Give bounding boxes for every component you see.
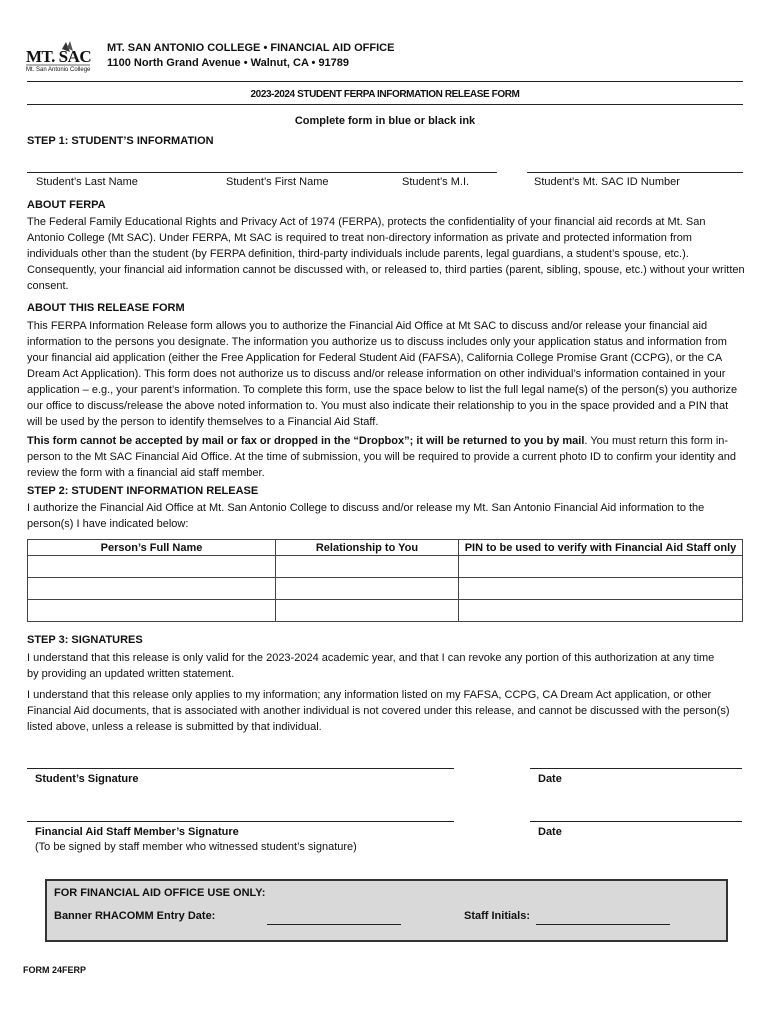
table-row: [28, 556, 743, 578]
student-signature-field[interactable]: Student’s Signature: [35, 773, 139, 785]
person-name-cell[interactable]: [28, 578, 276, 600]
persons-table: [27, 539, 743, 622]
step3-heading: STEP 3: SIGNATURES: [27, 634, 143, 646]
first-name-field[interactable]: Student’s First Name: [226, 176, 329, 188]
staff-date-field[interactable]: Date: [538, 826, 562, 838]
step2-text: I authorize the Financial Aid Office at Mt. San Antonio College to discuss and/or release my Mt. San Antonio Financial Aid information to the person(s) I have indicated below:: [27, 502, 705, 530]
student-id-field[interactable]: Student’s Mt. SAC ID Number: [534, 176, 680, 188]
header-rule: [27, 81, 743, 82]
col-full-name: Person’s Full Name: [28, 540, 276, 556]
form-title: 2023-2024 STUDENT FERPA INFORMATION RELEASE FORM: [250, 89, 520, 100]
staff-signature-line: [27, 821, 454, 822]
about-ferpa-heading: ABOUT FERPA: [27, 199, 106, 211]
person-name-cell[interactable]: [28, 600, 276, 622]
dropbox-warning: [27, 433, 745, 481]
staff-initials-label: Staff Initials:: [464, 910, 531, 922]
title-rule: [27, 104, 743, 105]
dropbox-warning-rest: . You must return this form in-person to the Mt SAC Financial Aid Office. At the time of submission, you will be required to provide a current photo ID to confirm your identity and review the form with a financial aid staff member.: [27, 435, 737, 479]
about-release-heading: ABOUT THIS RELEASE FORM: [27, 302, 185, 314]
col-relationship: Relationship to You: [276, 540, 459, 556]
dropbox-warning-bold: This form cannot be accepted by mail or fax or dropped in the “Dropbox”; it will be returned to you by mail: [27, 435, 585, 447]
col-pin: PIN to be used to verify with Financial Aid Staff only: [459, 540, 743, 556]
college-logo: [26, 40, 92, 76]
step3-text-2: I understand that this release only applies to my information; any information listed on my FAFSA, CCPG, CA Dream Act application, or other Financial Aid documents, that is associated with another individual is not covered under this release, and cannot be discussed with the person(s) listed above, unless a release is submitted by that individual.: [27, 689, 730, 733]
student-date-line: [530, 768, 742, 769]
pin-cell[interactable]: [459, 600, 743, 622]
student-signature-line: [27, 768, 454, 769]
staff-date-line: [530, 821, 742, 822]
student-info-line-2: [527, 172, 743, 173]
table-row: [28, 578, 743, 600]
table-row: [28, 600, 743, 622]
logo-text: MT. SAC: [26, 47, 92, 66]
step1-heading: STEP 1: STUDENT’S INFORMATION: [27, 135, 214, 147]
table-header-row: [28, 540, 743, 556]
middle-initial-field[interactable]: Student’s M.I.: [402, 176, 470, 188]
staff-signature-field[interactable]: Financial Aid Staff Member’s Signature: [35, 826, 239, 838]
student-date-field[interactable]: Date: [538, 773, 562, 785]
pin-cell[interactable]: [459, 556, 743, 578]
step3-text-1: I understand that this release is only valid for the 2023-2024 academic year, and that I can revoke any portion of this authorization at any time by providing an updated written statement.: [27, 652, 715, 680]
person-name-cell[interactable]: [28, 556, 276, 578]
about-release-text: This FERPA Information Release form allows you to authorize the Financial Aid Office at Mt SAC to discuss and/or release your financial aid information to the persons you designate. The information you authorize us to discuss includes only your application status and information from your financial aid application (either the Free Application for Federal Student Aid (FAFSA), California College Promise Grant (CCPG), or the CA Dream Act Application). This form does not authorize us to discuss and/or release information on other individual’s information contained in your application – e.g., your parent’s information. To complete this form, use the space below to list the full legal name(s) of the person(s) you authorize our office to discuss/release the above noted information to. You must also indicate their relationship to you in the space provided and a PIN that will be used by the person to identify themselves to a Financial Aid Staff.: [27, 320, 738, 428]
staff-signature-note: (To be signed by staff member who witnessed student’s signature): [35, 841, 357, 853]
relationship-cell[interactable]: [276, 578, 459, 600]
staff-initials-line[interactable]: [536, 924, 670, 925]
relationship-cell[interactable]: [276, 556, 459, 578]
student-info-line-1: [27, 172, 497, 173]
office-use-box: [45, 879, 728, 942]
banner-entry-line[interactable]: [267, 924, 401, 925]
last-name-field[interactable]: Student’s Last Name: [36, 176, 138, 188]
college-address: 1100 North Grand Avenue • Walnut, CA • 91789: [107, 57, 350, 69]
pin-cell[interactable]: [459, 578, 743, 600]
form-code: FORM 24FERP: [23, 965, 87, 975]
about-ferpa-text: The Federal Family Educational Rights and Privacy Act of 1974 (FERPA), protects the confidentiality of your financial aid records at Mt. San Antonio College (Mt SAC). Under FERPA, Mt SAC is required to treat non-directory information as private and protected information from individuals other than the student (by FERPA definition, third-party individuals include parents, legal guardians, a student’s spouse, etc.). Consequently, your financial aid information cannot be discussed with, or released to, third parties (parent, sibling, spouse, etc.) without your written consent.: [27, 216, 745, 292]
logo-subtitle: Mt. San Antonio College: [26, 67, 91, 73]
college-name: MT. SAN ANTONIO COLLEGE • FINANCIAL AID OFFICE: [107, 42, 395, 54]
banner-entry-label: Banner RHACOMM Entry Date:: [54, 910, 216, 922]
office-use-heading: FOR FINANCIAL AID OFFICE USE ONLY:: [54, 887, 266, 899]
step2-heading: STEP 2: STUDENT INFORMATION RELEASE: [27, 485, 259, 497]
ink-note: Complete form in blue or black ink: [294, 115, 476, 127]
relationship-cell[interactable]: [276, 600, 459, 622]
